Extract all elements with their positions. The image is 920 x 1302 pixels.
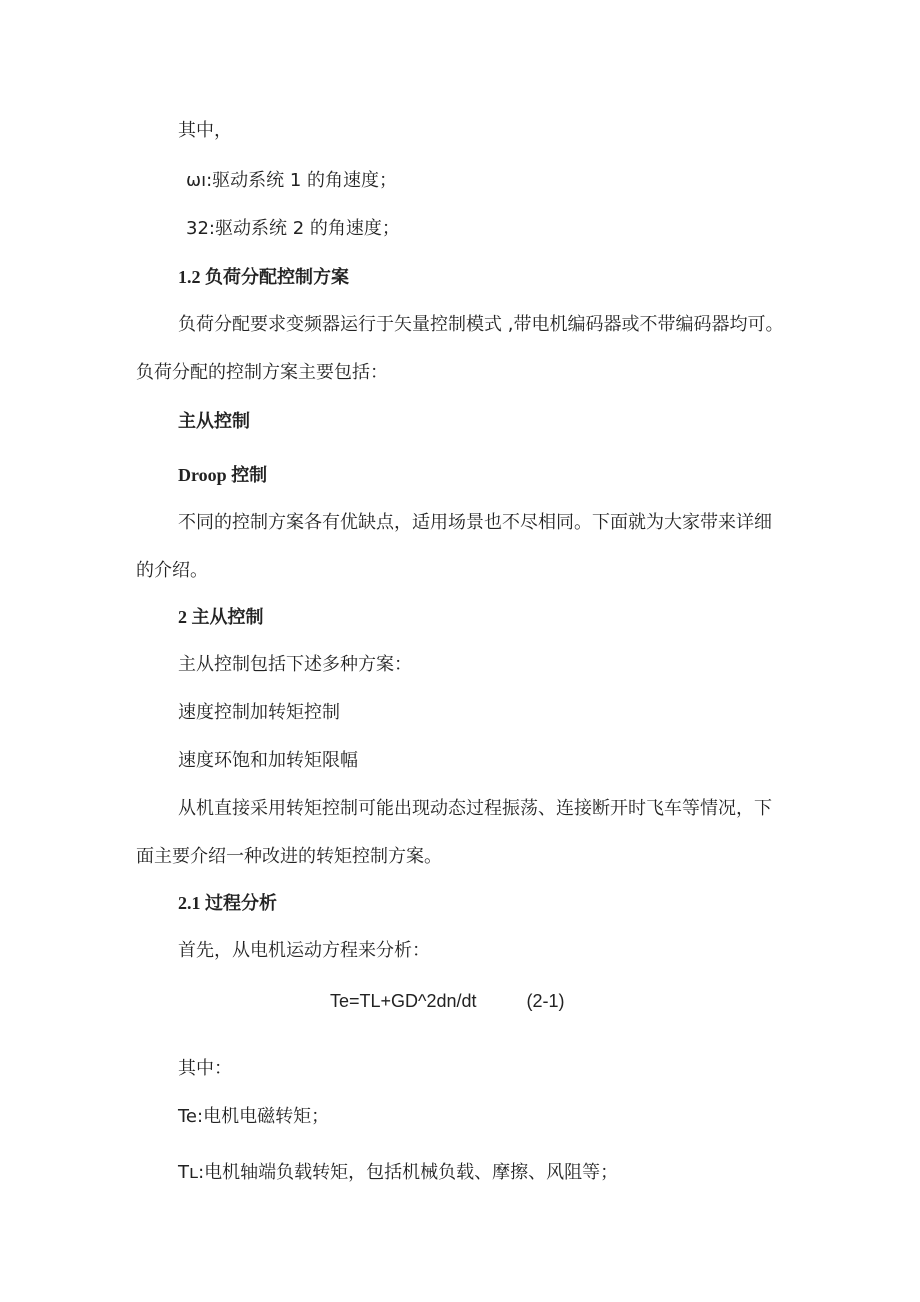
list-item-label-en: Droop: [178, 465, 227, 485]
list-item-label-cn: 控制: [231, 465, 268, 486]
list-item-droop: [178, 462, 267, 489]
list-item-speed-torque: 速度控制加转矩控制: [178, 702, 340, 723]
section-title: 主从控制: [191, 607, 264, 628]
paragraph-line: 面主要介绍一种改进的转矩控制方案。: [136, 846, 442, 867]
section-number: 2: [178, 607, 187, 627]
definition-omega-1: ωı:驱动系统 1 的角速度；: [186, 170, 398, 191]
paragraph-line: 负荷分配的控制方案主要包括：: [136, 362, 388, 383]
definition-omega-2: 32:驱动系统 2 的角速度；: [186, 218, 400, 239]
section-title: 过程分析: [205, 893, 277, 914]
list-item-speed-saturation: 速度环饱和加转矩限幅: [178, 750, 358, 771]
definition-te: Te:电机电磁转矩；: [178, 1106, 330, 1127]
section-number: 2.1: [178, 893, 201, 913]
list-item-master-slave: [178, 408, 250, 435]
paragraph-line: 从机直接采用转矩控制可能出现动态过程振荡、连接断开时飞车等情况，下: [178, 798, 772, 819]
paragraph-line: 的介绍。: [136, 560, 208, 581]
equation-2-1: [330, 988, 565, 1014]
section-heading-1-2: [178, 264, 349, 291]
section-heading-2-1: [178, 890, 277, 917]
section-heading-2: [178, 604, 264, 631]
section-title: 负荷分配控制方案: [205, 267, 349, 288]
equation-number: (2-1): [526, 991, 565, 1011]
definition-tl: Tʟ:电机轴端负载转矩，包括机械负载、摩擦、风阻等；: [178, 1162, 619, 1183]
section-number: 1.2: [178, 267, 201, 287]
equation-body: Te=TL+GD^2dn/dt: [330, 991, 477, 1011]
text-where-1: 其中，: [178, 120, 232, 141]
text-where-2: 其中：: [178, 1058, 232, 1079]
paragraph-line: 主从控制包括下述多种方案：: [178, 654, 412, 675]
paragraph-line: 首先，从电机运动方程来分析：: [178, 940, 430, 961]
paragraph-line: 负荷分配要求变频器运行于矢量控制模式 ,带电机编码器或不带编码器均可。: [178, 314, 784, 335]
paragraph-line: 不同的控制方案各有优缺点，适用场景也不尽相同。下面就为大家带来详细: [178, 512, 772, 533]
list-item-label: 主从控制: [178, 411, 250, 432]
